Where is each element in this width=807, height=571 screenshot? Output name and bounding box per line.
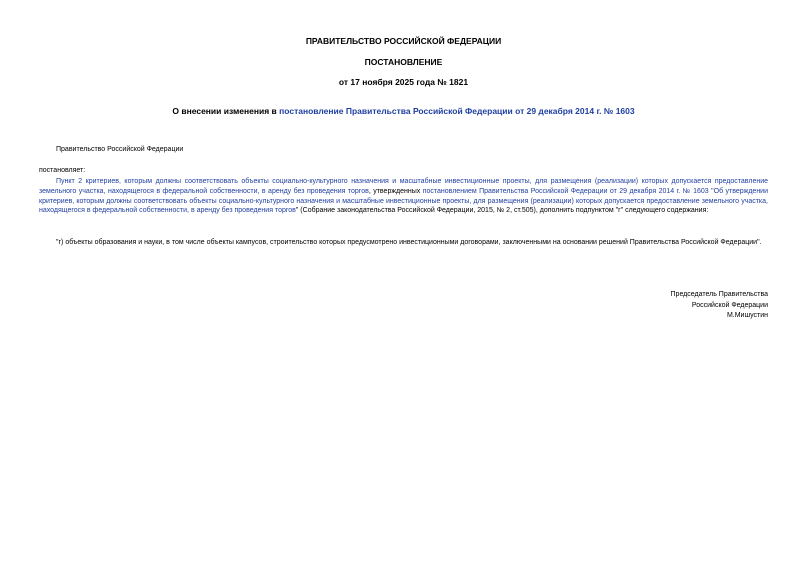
- paragraph-1-text-a: , утвержденных: [368, 187, 423, 195]
- resolves-label: постановляет:: [39, 167, 86, 174]
- paragraph-2: "г) объекты образования и науки, в том числе объекты кампусов, строительство которых предусмотрено инвестиционными договорами, заключенными на основании решений Правительства Российской Федерации".: [56, 239, 762, 246]
- org-heading: ПРАВИТЕЛЬСТВО РОССИЙСКОЙ ФЕДЕРАЦИИ: [305, 36, 502, 46]
- title-prefix: О внесении изменения в: [172, 106, 280, 116]
- paragraph-1: [39, 177, 768, 216]
- document-title: [0, 106, 807, 116]
- signature-line-2: Российской Федерации: [691, 301, 768, 309]
- signature-block: [671, 290, 768, 322]
- government-label: Правительство Российской Федерации: [56, 146, 184, 153]
- signature-line-3: М.Мишустин: [726, 312, 768, 319]
- signature-line-1: Председатель Правительства: [670, 291, 768, 298]
- criteria-link[interactable]: Пункт 2 критериев, которым должны соответствовать объекты социально-культурного назначения и масштабные инвестиционные проекты, для размещения (реализации) которых допускается предоставление земельного участка, находящегося в федеральной собственности, в аренду без проведения торгов: [39, 178, 768, 195]
- title-link[interactable]: постановление Правительства Российской Федерации от 29 декабря 2014 г. № 1603: [279, 106, 635, 116]
- date-number-heading: от 17 ноября 2025 года № 1821: [338, 77, 469, 87]
- doc-type-heading: ПОСТАНОВЛЕНИЕ: [364, 57, 443, 67]
- resolution-link[interactable]: постановлением Правительства Российской Федерации от 29 декабря 2014 г. № 1603 "Об утверждении критериев, которым должны соответствовать объекты социально-культурного назначения и масштабные инвестиционные проекты, для размещения (реализации) которых допускается предоставление земельного участка, находящегося в федеральной собственности, в аренду без проведения торгов: [39, 187, 769, 215]
- paragraph-1-text-b: " (Собрание законодательства Российской Федерации, 2015, № 2, ст.505), дополнить подпунктом "г" следующего содержания:: [295, 207, 709, 215]
